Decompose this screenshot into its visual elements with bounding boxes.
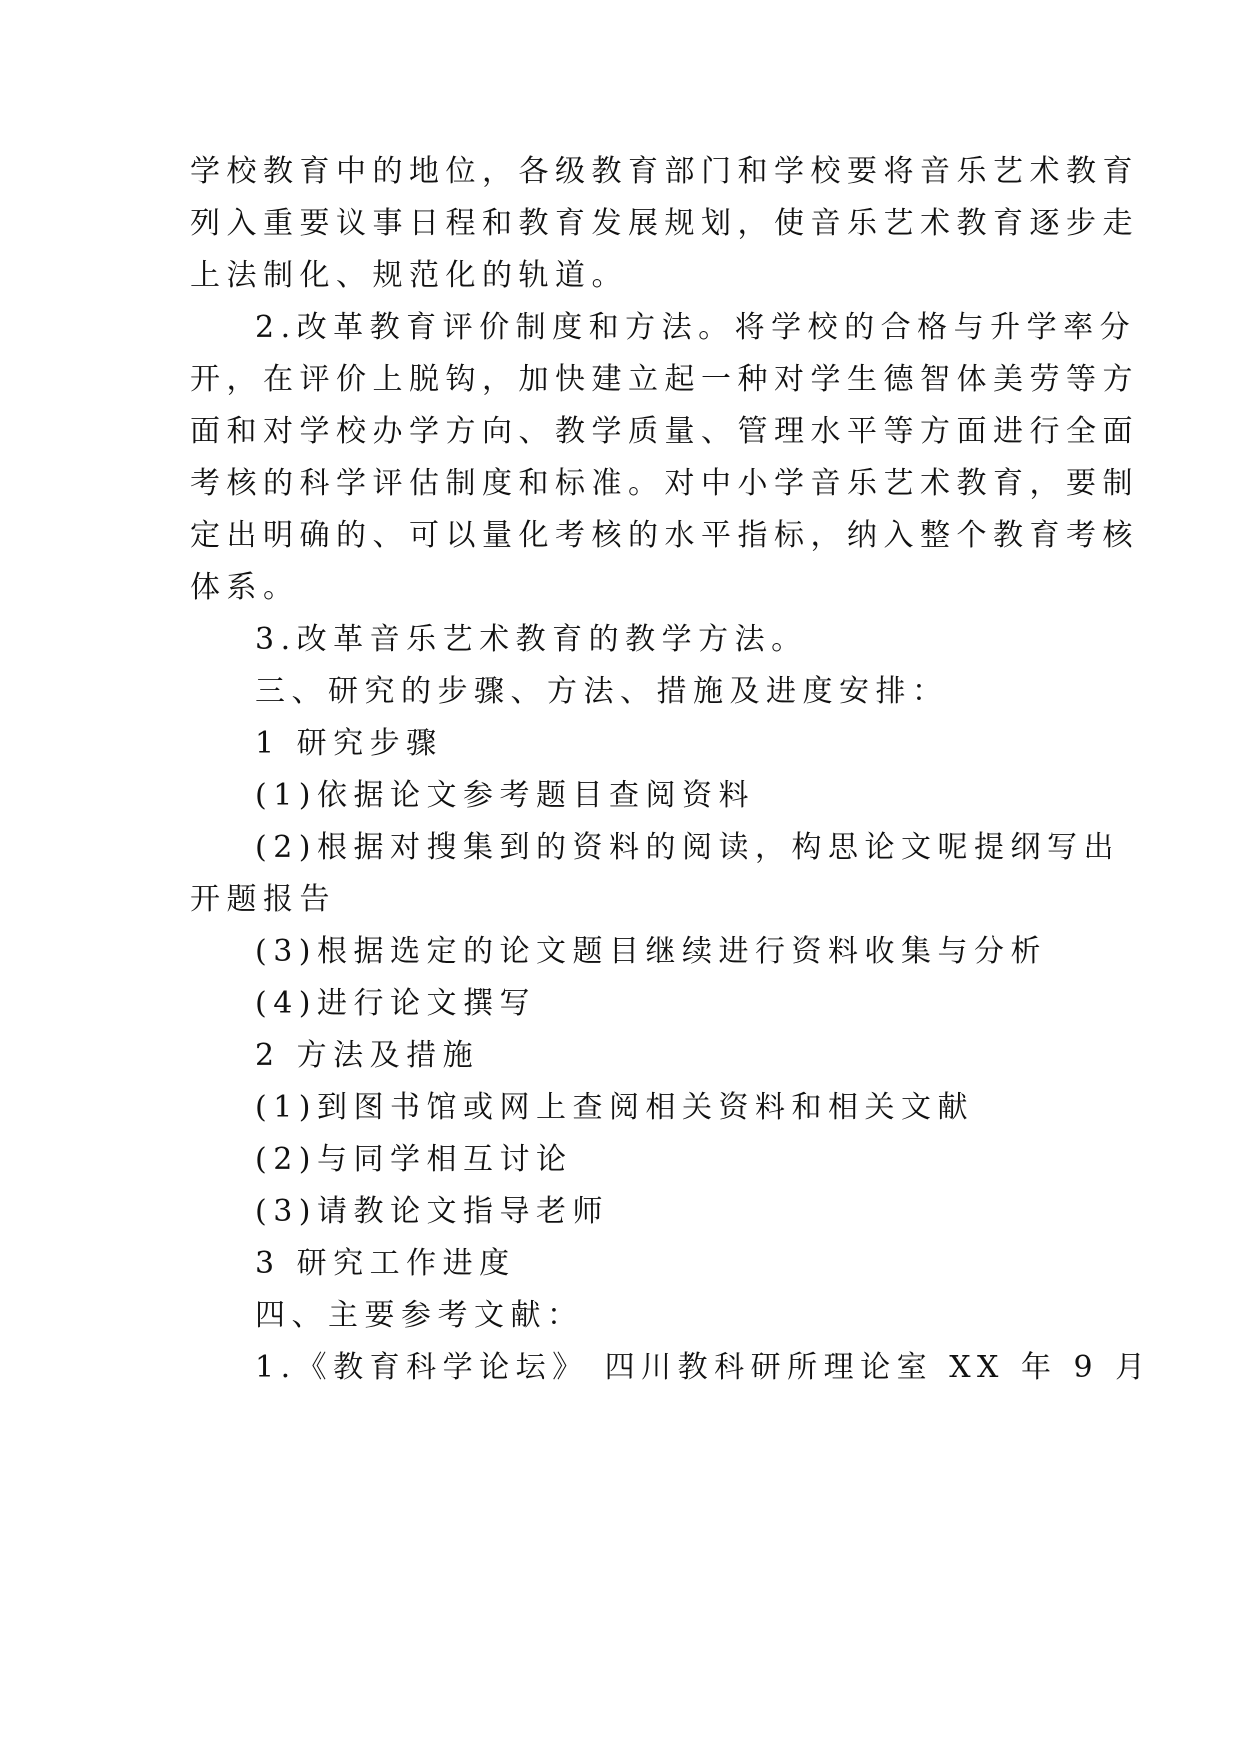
body-text-line: 考核的科学评估制度和标准。对中小学音乐艺术教育，要制: [190, 466, 1139, 501]
body-text-line: 3.改革音乐艺术教育的教学方法。: [255, 622, 808, 657]
body-text-line: 面和对学校办学方向、教学质量、管理水平等方面进行全面: [190, 414, 1139, 449]
section-heading: 四、主要参考文献：: [255, 1298, 584, 1333]
list-item: (1)到图书馆或网上查阅相关资料和相关文献: [255, 1090, 974, 1125]
body-text-line: 定出明确的、可以量化考核的水平指标，纳入整个教育考核: [190, 518, 1139, 553]
reference-item: 1.《教育科学论坛》 四川教科研所理论室 XX 年 9 月: [255, 1350, 1152, 1385]
subsection-heading: 2 方法及措施: [255, 1038, 480, 1073]
list-item: (2)与同学相互讨论: [255, 1142, 573, 1177]
list-item: (2)根据对搜集到的资料的阅读，构思论文呢提纲写出: [255, 830, 1120, 865]
list-item: (3)根据选定的论文题目继续进行资料收集与分析: [255, 934, 1047, 969]
body-text-line: 列入重要议事日程和教育发展规划，使音乐艺术教育逐步走: [190, 206, 1139, 241]
section-heading: 三、研究的步骤、方法、措施及进度安排：: [255, 674, 949, 709]
body-text-line: 上法制化、规范化的轨道。: [190, 258, 628, 293]
list-item-continuation: 开题报告: [190, 882, 336, 917]
body-text-line: 2.改革教育评价制度和方法。将学校的合格与升学率分: [255, 310, 1137, 345]
body-text-line: 学校教育中的地位，各级教育部门和学校要将音乐艺术教育: [190, 154, 1139, 189]
body-text-line: 开，在评价上脱钩，加快建立起一种对学生德智体美劳等方: [190, 362, 1139, 397]
list-item: (4)进行论文撰写: [255, 986, 536, 1021]
list-item: (3)请教论文指导老师: [255, 1194, 609, 1229]
subsection-heading: 1 研究步骤: [255, 726, 443, 761]
subsection-heading: 3 研究工作进度: [255, 1246, 516, 1281]
body-text-line: 体系。: [190, 570, 300, 605]
list-item: (1)依据论文参考题目查阅资料: [255, 778, 755, 813]
